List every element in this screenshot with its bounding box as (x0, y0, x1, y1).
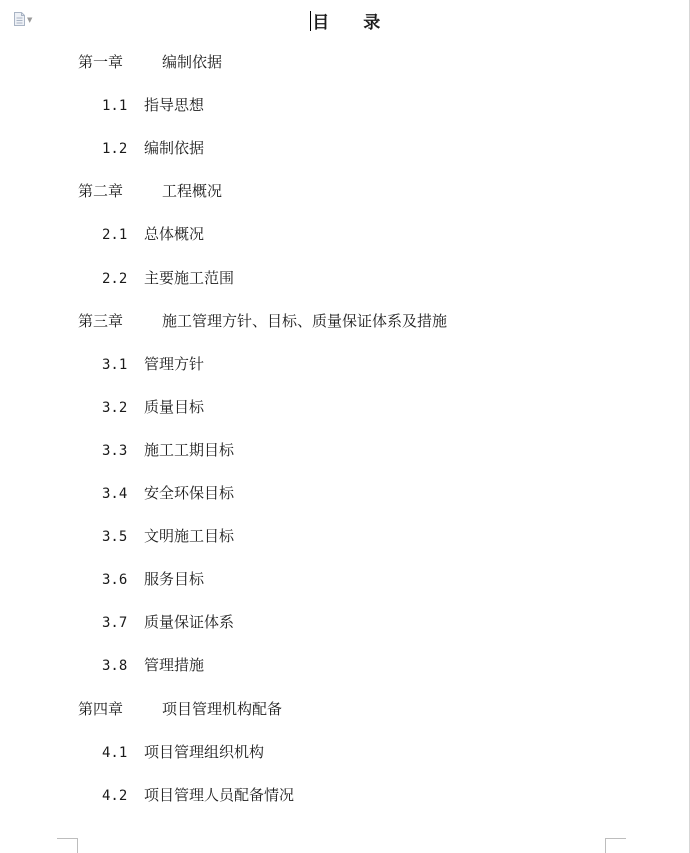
toc-section-row[interactable] (102, 741, 264, 763)
section-number: 3.5 (102, 529, 128, 546)
chapter-number: 第一章 (78, 53, 124, 71)
toc-chapter-row[interactable] (78, 698, 282, 720)
section-title: 质量保证体系 (144, 613, 235, 632)
dropdown-caret-icon: ▼ (27, 15, 33, 24)
section-number: 2.1 (102, 227, 128, 244)
chapter-title: 工程概况 (162, 182, 223, 201)
section-number: 4.2 (102, 787, 128, 804)
toc-chapter-row[interactable] (78, 51, 222, 73)
chapter-title: 施工管理方针、目标、质量保证体系及措施 (162, 311, 448, 330)
toc-section-row[interactable] (102, 482, 234, 504)
section-title: 主要施工范围 (144, 268, 235, 287)
section-title: 编制依据 (144, 139, 205, 158)
section-number: 3.7 (102, 615, 128, 632)
section-number: 3.3 (102, 442, 128, 459)
chapter-number: 第三章 (78, 311, 124, 330)
chapter-number: 第四章 (78, 699, 124, 718)
toc-section-row[interactable] (102, 439, 234, 461)
section-number: 4.1 (102, 744, 128, 761)
section-number: 3.8 (102, 658, 128, 675)
section-title: 安全环保目标 (144, 484, 235, 502)
toc-section-row[interactable] (102, 267, 234, 289)
section-title: 总体概况 (144, 225, 205, 244)
toc-section-row[interactable] (102, 137, 204, 159)
crop-mark-bottom-right (606, 838, 626, 839)
toc-section-row[interactable] (102, 784, 294, 806)
chapter-title: 编制依据 (162, 53, 223, 71)
toc-chapter-row[interactable] (78, 310, 447, 332)
section-title: 项目管理人员配备情况 (144, 785, 295, 804)
section-number: 3.6 (102, 572, 128, 589)
toc-heading-row (0, 8, 690, 36)
section-number: 1.2 (102, 141, 128, 158)
toc-section-row[interactable] (102, 611, 234, 633)
section-title: 指导思想 (144, 96, 205, 115)
section-title: 文明施工目标 (144, 527, 235, 546)
section-title: 管理方针 (144, 354, 205, 373)
toc-title: 目 录 (312, 13, 381, 33)
text-cursor (310, 11, 312, 31)
crop-mark-bottom-left (57, 838, 77, 839)
toc-section-row[interactable] (102, 353, 204, 375)
section-title: 施工工期目标 (144, 440, 235, 459)
section-number: 3.4 (102, 486, 128, 502)
crop-mark-bottom-left-vertical (77, 838, 78, 853)
section-number: 2.2 (102, 270, 128, 287)
section-number: 3.1 (102, 356, 128, 373)
section-number: 3.2 (102, 399, 128, 416)
section-number: 1.1 (102, 98, 128, 115)
toc-section-row[interactable] (102, 568, 204, 590)
toc-section-row[interactable] (102, 396, 204, 418)
toc-section-row[interactable] (102, 654, 204, 676)
section-title: 管理措施 (144, 656, 205, 675)
chapter-title: 项目管理机构配备 (162, 699, 283, 718)
section-title: 项目管理组织机构 (144, 742, 265, 761)
toc-section-row[interactable] (102, 94, 204, 116)
toc-section-row[interactable] (102, 223, 204, 245)
toc-chapter-row[interactable] (78, 180, 222, 202)
toc-section-row[interactable] (102, 525, 234, 547)
section-title: 服务目标 (144, 570, 205, 589)
crop-mark-bottom-right-vertical (605, 838, 606, 853)
chapter-number: 第二章 (78, 182, 124, 201)
section-title: 质量目标 (144, 397, 205, 416)
